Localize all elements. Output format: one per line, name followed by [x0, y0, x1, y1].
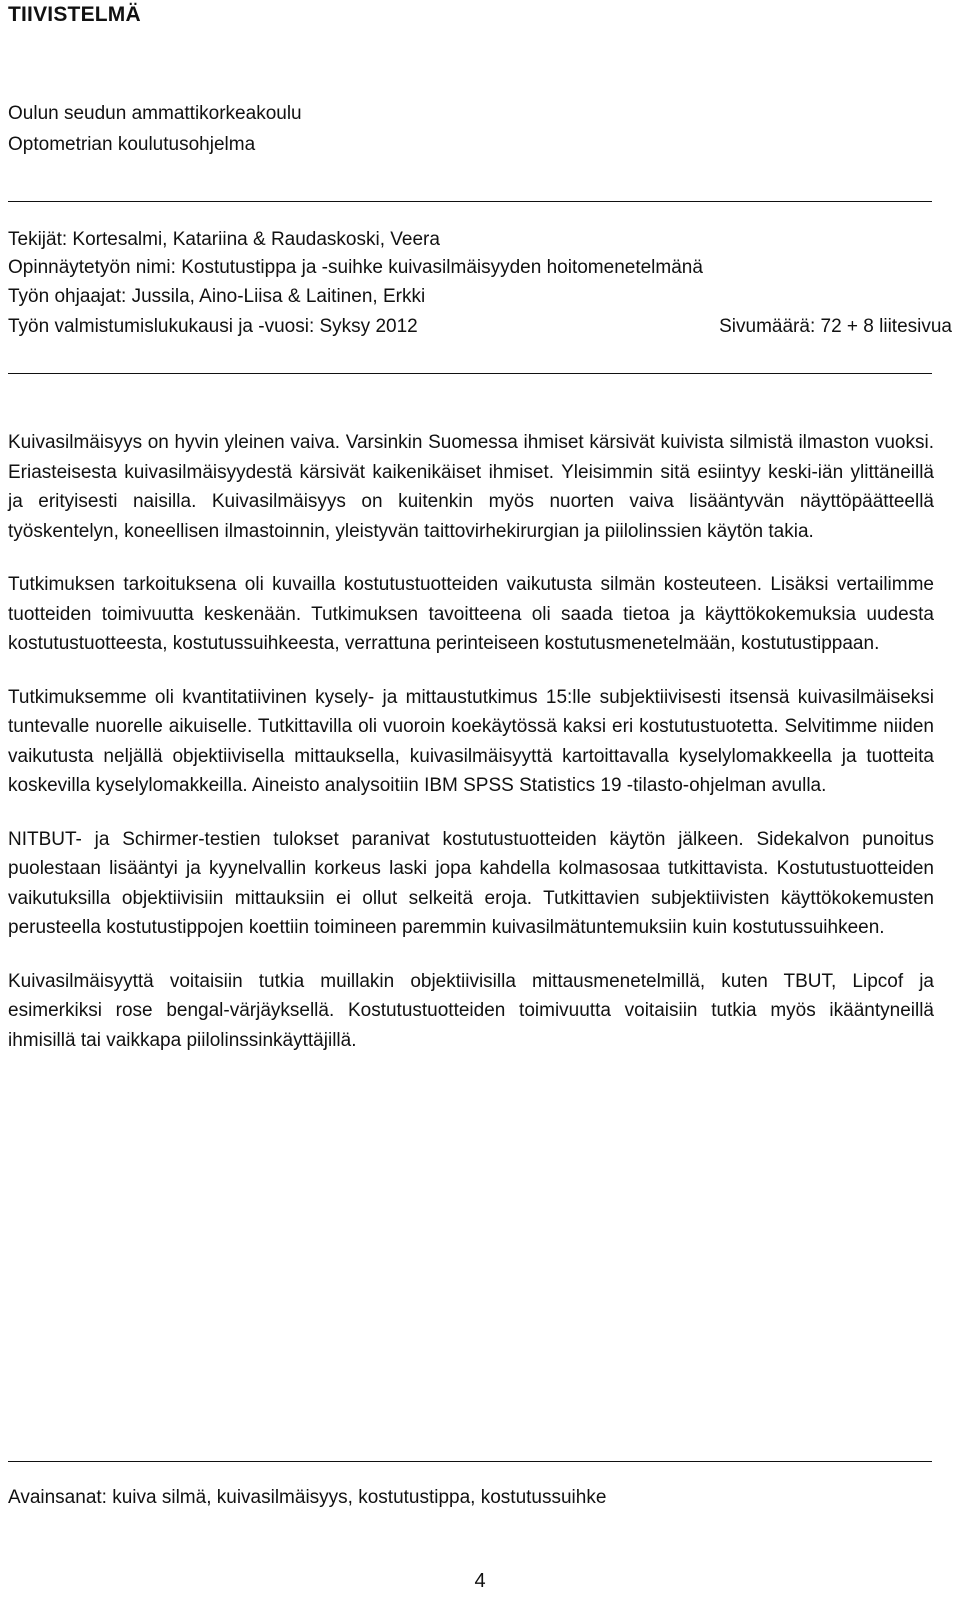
abstract-paragraph-5: Kuivasilmäisyyttä voitaisiin tutkia muillakin objektiivisilla mittausmenetelmillä, kuten TBUT, Lipcof ja esimerkiksi rose bengal-värjäyksellä. Kostutustuotteiden toimivuutta voitaisiin tutkia myös ikääntyneillä ihmisillä tai vaikkapa piilolinssinkäyttäjillä. [8, 970, 934, 1051]
abstract-paragraph-1: Kuivasilmäisyys on hyvin yleinen vaiva. Varsinkin Suomessa ihmiset kärsivät kuivista silmistä ilmaston vuoksi. Eriasteisesta kuivasilmäisyydestä kärsivät kaikenikäiset ihmiset. Yleisimmin sitä esiintyy keski-iän ylittäneillä ja erityisesti naisilla. Kuivasilmäisyys on kuitenkin myös nuorten vaiva lisääntyvän näyttöpäätteellä työskentelyn, koneellisen ilmastoinnin, yleistyvän taittovirhekirurgian ja piilolinssien käytön takia. [8, 432, 934, 542]
term-line: Työn valmistumislukukausi ja -vuosi: Syksy 2012 [8, 316, 418, 337]
keywords-line: Avainsanat: kuiva silmä, kuivasilmäisyys, kostutustippa, kostutussuihke [8, 1487, 607, 1508]
meta-divider [8, 373, 932, 374]
thesis-title-line: Opinnäytetyön nimi: Kostutustippa ja -suihke kuivasilmäisyyden hoitomenetelmänä [8, 257, 703, 278]
authors-line: Tekijät: Kortesalmi, Katariina & Raudaskoski, Veera [8, 229, 440, 250]
abstract-paragraph-3: Tutkimuksemme oli kvantitatiivinen kysely- ja mittaustutkimus 15:lle subjektiivisesti itsensä kuivasilmäiseksi tuntevalle nuorelle aikuiselle. Tutkittavilla oli vuoroin koekäytössä kaksi eri kostutustuotetta. Selvitimme niiden vaikutusta neljällä objektiivisella mittauksella, kuivasilmäisyyttä kartoittavalla kyselylomakkeella ja tuotteita koskevilla kyselylomakkeilla. Aineisto analysoitiin IBM SPSS Statistics 19 -tilasto-ohjelman avulla. [8, 686, 934, 796]
abstract-paragraph-2: Tutkimuksen tarkoituksena oli kuvailla kostutustuotteiden vaikutusta silmän kosteuteen. Lisäksi vertailimme tuotteiden toimivuutta keskenään. Tutkimuksen tavoitteena oli saada tietoa ja käyttökokemuksia uudesta kostutustuotteesta, kostutussuihkeesta, verrattuna perinteiseen kostutusmenetelmään, kostutustippaan. [8, 574, 934, 654]
page-number: 4 [474, 1570, 486, 1592]
top-divider [8, 201, 932, 202]
page-title: TIIVISTELMÄ [8, 3, 141, 26]
page-count: Sivumäärä: 72 + 8 liitesivua [719, 316, 952, 337]
program-name: Optometrian koulutusohjelma [8, 134, 256, 155]
abstract-paragraph-4: NITBUT- ja Schirmer-testien tulokset paranivat kostutustuotteiden käytön jälkeen. Sidekalvon punoitus puolestaan lisääntyi ja kyynelvallin korkeus laski jopa kahdella kolmasosaa tutkittavista. Kostutustuotteiden vaikutuksilla objektiivisiin mittauksiin ei ollut selkeitä eroja. Tutkittavien subjektiivisten käyttökokemusten perusteella kostutustippojen koettiin toimineen paremmin kuivasilmätuntemuksiin kuin kostutussuihkeen. [8, 828, 934, 938]
school-name: Oulun seudun ammattikorkeakoulu [8, 103, 302, 124]
abstract-body [8, 428, 934, 1079]
supervisors-line: Työn ohjaajat: Jussila, Aino-Liisa & Laitinen, Erkki [8, 286, 426, 307]
keywords-divider [8, 1461, 932, 1462]
